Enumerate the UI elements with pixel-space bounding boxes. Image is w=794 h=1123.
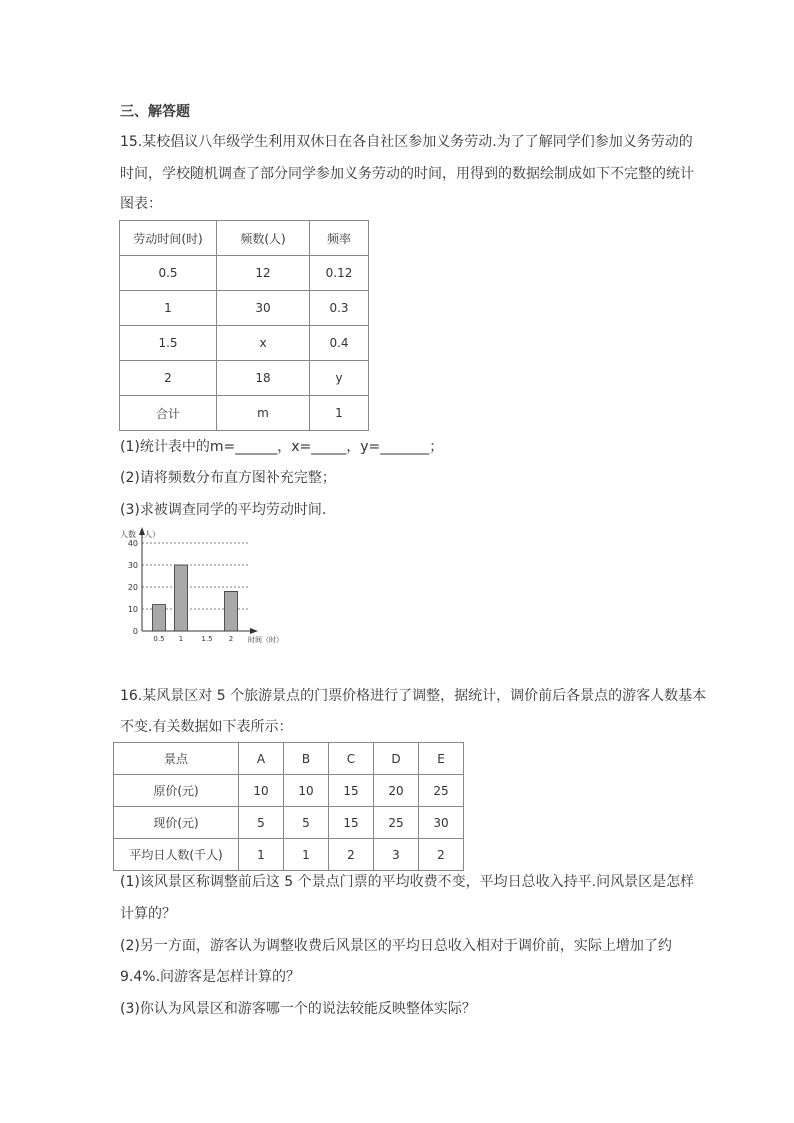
table-cell: 2 [419,839,464,871]
q15-sub3: (3)求被调查同学的平均劳动时间. [120,502,327,518]
y-tick-label: 10 [127,605,138,614]
y-tick-label: 30 [127,561,138,570]
y-tick-label: 20 [127,583,138,592]
table-cell: x [217,326,310,361]
x-tick-label: 1 [178,635,184,643]
y-tick-label: 40 [127,539,138,548]
q15-frequency-table [119,220,369,431]
x-tick-label: 0.5 [153,635,165,643]
table-cell: 1 [284,839,329,871]
table-cell: 0.3 [310,291,369,326]
table-header-row [120,221,369,256]
table-header-row [114,743,464,775]
table-header-cell: C [329,743,374,775]
table-cell: 5 [239,807,284,839]
histogram-bar [153,605,166,631]
q16-sub2-line1: (2)另一方面，游客认为调整收费后风景区的平均日总收入相对于调价前，实际上增加了约 [120,938,672,954]
table-cell: m [217,396,310,431]
table-cell: 0.4 [310,326,369,361]
table-header-cell: 景点 [114,743,239,775]
table-cell: 12 [217,256,310,291]
table-header-cell: A [239,743,284,775]
q16-intro-line2: 不变.有关数据如下表所示： [120,719,293,735]
table-cell: 10 [239,775,284,807]
table-row [114,807,464,839]
table-cell: 1.5 [120,326,217,361]
frequency-histogram [118,525,288,647]
table-cell: 5 [284,807,329,839]
table-row [120,361,369,396]
table-cell: y [310,361,369,396]
table-cell: 15 [329,775,374,807]
histogram-bar [225,591,238,631]
q16-sub3: (3)你认为风景区和游客哪一个的说法较能反映整体实际？ [120,1001,476,1017]
table-row [120,396,369,431]
table-cell: 30 [217,291,310,326]
y-tick-label: 0 [132,627,138,636]
table-cell: 30 [419,807,464,839]
table-cell: 25 [374,807,419,839]
table-cell: 18 [217,361,310,396]
table-cell: 1 [120,291,217,326]
table-cell: 15 [329,807,374,839]
table-row [120,326,369,361]
table-header-cell: D [374,743,419,775]
table-cell: 合计 [120,396,217,431]
table-cell: 平均日人数(千人) [114,839,239,871]
table-cell: 1 [239,839,284,871]
table-cell: 20 [374,775,419,807]
table-row [114,775,464,807]
table-header-cell: 频率 [310,221,369,256]
table-cell: 25 [419,775,464,807]
table-cell: 1 [310,396,369,431]
y-axis-label: 人数（人） [120,530,160,539]
table-header-cell: E [419,743,464,775]
q15-sub1: (1)统计表中的m=______，x=_____，y=_______； [120,439,444,455]
q16-sub1-line2: 计算的？ [120,906,176,922]
table-cell: 2 [329,839,374,871]
q16-sub2-line2: 9.4%.问游客是怎样计算的？ [120,969,301,985]
q15-intro-line1: 15.某校倡议八年级学生利用双休日在各自社区参加义务劳动.为了了解同学们参加义务劳动的 [120,134,693,150]
table-cell: 10 [284,775,329,807]
q16-sub1-line1: (1)该风景区称调整前后这 5 个景点门票的平均收费不变，平均日总收入持平.问风景区是怎样 [120,874,695,890]
table-header-cell: 劳动时间(时) [120,221,217,256]
q15-intro-line2: 时间，学校随机调查了部分同学参加义务劳动的时间，用得到的数据绘制成如下不完整的统计 [120,166,694,182]
x-axis-arrow [250,628,258,634]
x-tick-label: 1.5 [201,635,213,643]
table-header-cell: B [284,743,329,775]
x-tick-label: 2 [228,635,234,643]
q15-intro-line3: 图表： [120,196,162,212]
x-axis-label: 时间（时） [248,636,283,644]
table-cell: 2 [120,361,217,396]
table-cell: 3 [374,839,419,871]
table-cell: 原价(元) [114,775,239,807]
table-cell: 现价(元) [114,807,239,839]
table-cell: 0.5 [120,256,217,291]
table-row [120,291,369,326]
q15-sub2: (2)请将频数分布直方图补充完整； [120,470,336,486]
table-cell: 0.12 [310,256,369,291]
histogram-bar [175,565,188,631]
q16-intro-line1: 16.某风景区对 5 个旅游景点的门票价格进行了调整，据统计，调价前后各景点的游客人数基本 [120,688,707,704]
q16-price-table [113,742,464,871]
table-header-cell: 频数(人) [217,221,310,256]
section-title: 三、解答题 [120,104,190,120]
table-row [120,256,369,291]
table-row [114,839,464,871]
